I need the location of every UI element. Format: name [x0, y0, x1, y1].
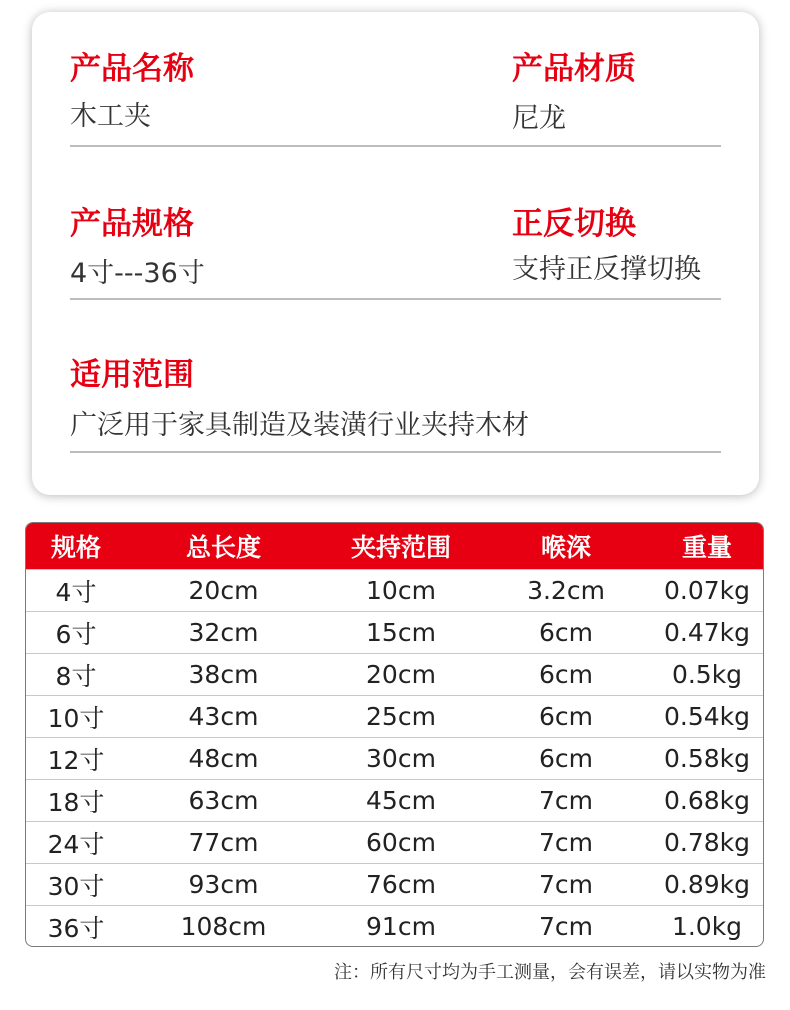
cell-weight: 0.5kg	[671, 660, 743, 689]
product-material-value: 尼龙	[512, 103, 566, 134]
cell-length: 32cm	[188, 618, 259, 647]
cell-length: 108cm	[180, 912, 267, 941]
cell-spec: 30寸	[47, 871, 105, 901]
cell-length: 43cm	[188, 702, 259, 731]
cell-length: 93cm	[188, 870, 259, 899]
cell-spec: 18寸	[47, 787, 105, 817]
cell-spec: 12寸	[47, 745, 105, 775]
product-name-field	[70, 51, 194, 133]
cell-length: 20cm	[188, 576, 259, 605]
product-spec-field	[70, 206, 205, 290]
scope-value: 广泛用于家具制造及装潢行业夹持木材	[70, 410, 529, 441]
cell-weight: 0.89kg	[663, 870, 750, 899]
table-row	[26, 737, 763, 779]
cell-clamp-range: 30cm	[366, 744, 436, 773]
table-row	[26, 821, 763, 863]
divider	[70, 298, 721, 300]
product-material-label: 产品材质	[512, 51, 636, 87]
cell-weight: 0.07kg	[663, 576, 750, 605]
spec-table	[25, 522, 764, 947]
scope-field	[70, 357, 529, 442]
table-row	[26, 695, 763, 737]
product-spec-value: 4寸---36寸	[70, 258, 205, 289]
cell-spec: 4寸	[55, 577, 97, 607]
switch-field	[512, 206, 701, 286]
cell-throat-depth: 3.2cm	[527, 576, 605, 605]
switch-label: 正反切换	[512, 206, 636, 242]
table-row	[26, 863, 763, 905]
cell-weight: 0.58kg	[663, 744, 750, 773]
cell-length: 48cm	[188, 744, 259, 773]
cell-clamp-range: 91cm	[366, 912, 436, 941]
header-weight: 重量	[681, 533, 732, 562]
product-name-label: 产品名称	[70, 51, 194, 87]
switch-value: 支持正反撑切换	[512, 254, 701, 285]
cell-clamp-range: 20cm	[366, 660, 436, 689]
cell-weight: 0.47kg	[663, 618, 750, 647]
cell-spec: 6寸	[55, 619, 97, 649]
product-name-value: 木工夹	[70, 101, 151, 132]
cell-spec: 24寸	[47, 829, 105, 859]
header-spec: 规格	[50, 533, 101, 562]
divider	[70, 451, 721, 453]
header-throat-depth: 喉深	[540, 533, 591, 562]
cell-clamp-range: 15cm	[366, 618, 436, 647]
table-row	[26, 779, 763, 821]
header-clamp-range: 夹持范围	[350, 533, 451, 562]
header-length: 总长度	[185, 533, 261, 562]
cell-throat-depth: 6cm	[538, 660, 593, 689]
table-row	[26, 653, 763, 695]
cell-spec: 36寸	[47, 913, 105, 943]
cell-throat-depth: 6cm	[538, 744, 593, 773]
cell-weight: 0.78kg	[663, 828, 750, 857]
cell-throat-depth: 6cm	[538, 618, 593, 647]
cell-spec: 10寸	[47, 703, 105, 733]
measurement-note: 注：所有尺寸均为手工测量，会有误差，请以实物为准	[334, 962, 766, 983]
cell-clamp-range: 25cm	[366, 702, 436, 731]
cell-weight: 1.0kg	[671, 912, 743, 941]
divider	[70, 145, 721, 147]
table-header	[26, 523, 763, 569]
product-spec-label: 产品规格	[70, 206, 194, 242]
cell-clamp-range: 10cm	[366, 576, 436, 605]
cell-clamp-range: 76cm	[366, 870, 436, 899]
cell-length: 63cm	[188, 786, 259, 815]
cell-spec: 8寸	[55, 661, 97, 691]
cell-throat-depth: 7cm	[538, 912, 593, 941]
cell-clamp-range: 60cm	[366, 828, 436, 857]
scope-label: 适用范围	[70, 357, 194, 393]
table-row	[26, 905, 763, 947]
table-row	[26, 611, 763, 653]
cell-throat-depth: 6cm	[538, 702, 593, 731]
cell-clamp-range: 45cm	[366, 786, 436, 815]
cell-length: 38cm	[188, 660, 259, 689]
cell-throat-depth: 7cm	[538, 870, 593, 899]
cell-length: 77cm	[188, 828, 259, 857]
cell-weight: 0.54kg	[663, 702, 750, 731]
cell-throat-depth: 7cm	[538, 828, 593, 857]
cell-throat-depth: 7cm	[538, 786, 593, 815]
product-material-field	[512, 51, 636, 135]
table-row	[26, 569, 763, 611]
cell-weight: 0.68kg	[663, 786, 750, 815]
